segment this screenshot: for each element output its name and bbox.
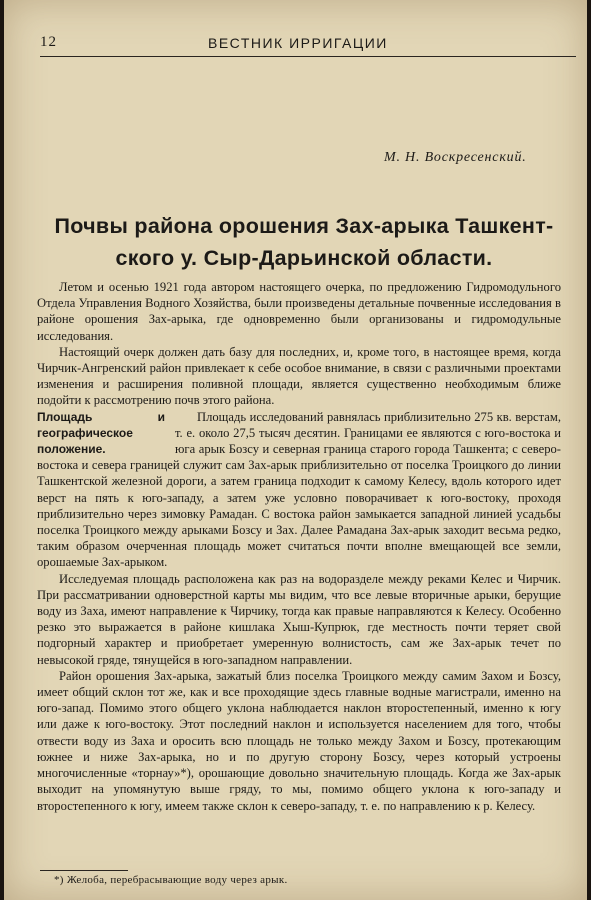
journal-title: ВЕСТНИК ИРРИГАЦИИ — [208, 35, 388, 51]
article-body — [37, 279, 561, 814]
paragraph-watershed: Исследуемая площадь расположена как раз на водоразделе между реками Келес и Чирчик. При рассматривании одноверстной карты мы видим, что все левые вторичные арыки, берущие воду из Заха, имеют направление к Чирчику, тогда как правые направляются к Келесу. Особенно резко это выражается в районе кишлака Хыш-Купрюк, где местность почти теряет свой подгорный характер и приобретает умеренную волнистость, сам же Зах-арык течет по невысокой гряде, тянущейся в юго-западном направлении. — [37, 571, 561, 667]
document-page — [4, 0, 587, 900]
section-heading: Площадь и географическое положение. — [37, 409, 165, 457]
footnote-rule — [40, 870, 128, 871]
paragraph-purpose: Настоящий очерк должен дать базу для последних, и, кроме того, в настоящее время, когда Чирчик-Ангренский район привлекает к себе особое внимание, в связи с различными проектами изменения и расширения поливной площади, является существенно необходимым ближе подойти к рассмотрению почв этого района. — [37, 344, 561, 408]
paragraph-intro: Летом и осенью 1921 года автором настоящего очерка, по предложению Гидромодульного Отдела Управления Водного Хозяйства, были произведены детальные почвенные исследования в районе орошения Зах-арыка, где одновременно были организованы и гидромодульные исследования. — [37, 280, 561, 343]
running-header — [40, 34, 576, 54]
article-title — [34, 210, 574, 274]
page-number: 12 — [40, 34, 57, 50]
article-author: М. Н. Воскресенский. — [384, 150, 527, 165]
article-title-line-1: Почвы района орошения Зах-арыка Ташкент- — [54, 214, 554, 238]
paragraph-area-text: Площадь исследований равнялась приблизительно 275 кв. верстам, т. е. около 27,5 тысяч десятин. Границами ее являются с юго-востока и юга арык Бозсу и северная граница старого города Ташкента; с северо-востока и севера границей служит сам Зах-арык приблизительно от поселка Троицкого до линии Ташкентской железной дороги, а затем граница подходит к самому Келесу, вдоль которого идет верст на пять к юго-западу, а затем уже условно поворачивает к юго-востоку, проходя приблизительно через зимовку Рамадан. С востока район замыкается западной линией усадьбы поселка Троицкого между арыками Бозсу и Зах. Далее Рамадана Зах-арык заходит весьма редко, таким образом очерченная площадь может считаться почти вполне вмещающей все земли, орошаемые Зах-арыком. — [37, 409, 561, 570]
article-title-line-2: ского у. Сыр-Дарьинской области. — [115, 246, 493, 270]
paragraph-slope: Район орошения Зах-арыка, зажатый близ поселка Троицкого между самим Захом и Бозсу, имеет общий склон тот же, как и все проходящие здесь главные водные магистрали, именно на юго-запад. Помимо этого общего уклона наблюдается наклон второстепенный, именно к югу или даже к юго-востоку. Этот последний наклон и используется населением для того, чтобы отвести воду из Заха и оросить всю площадь не только между Захом и Бозсу, протекающим южнее и ниже Зах-арыка, но и по другую сторону Бозсу, через который устроены многочисленные «торнау»*), орошающие довольно значительную площадь. Когда же Зах-арык выходит на упомянутую выше гряду, то мы, помимо общего уклона к юго-западу и второстепенного к югу, имеем также склон к северо-западу, т. е. по направлению к р. Келесу. — [37, 668, 561, 813]
paragraph-area — [37, 409, 561, 571]
footnote: *) Желоба, перебрасывающие воду через арык. — [54, 874, 288, 886]
header-rule — [40, 56, 576, 57]
